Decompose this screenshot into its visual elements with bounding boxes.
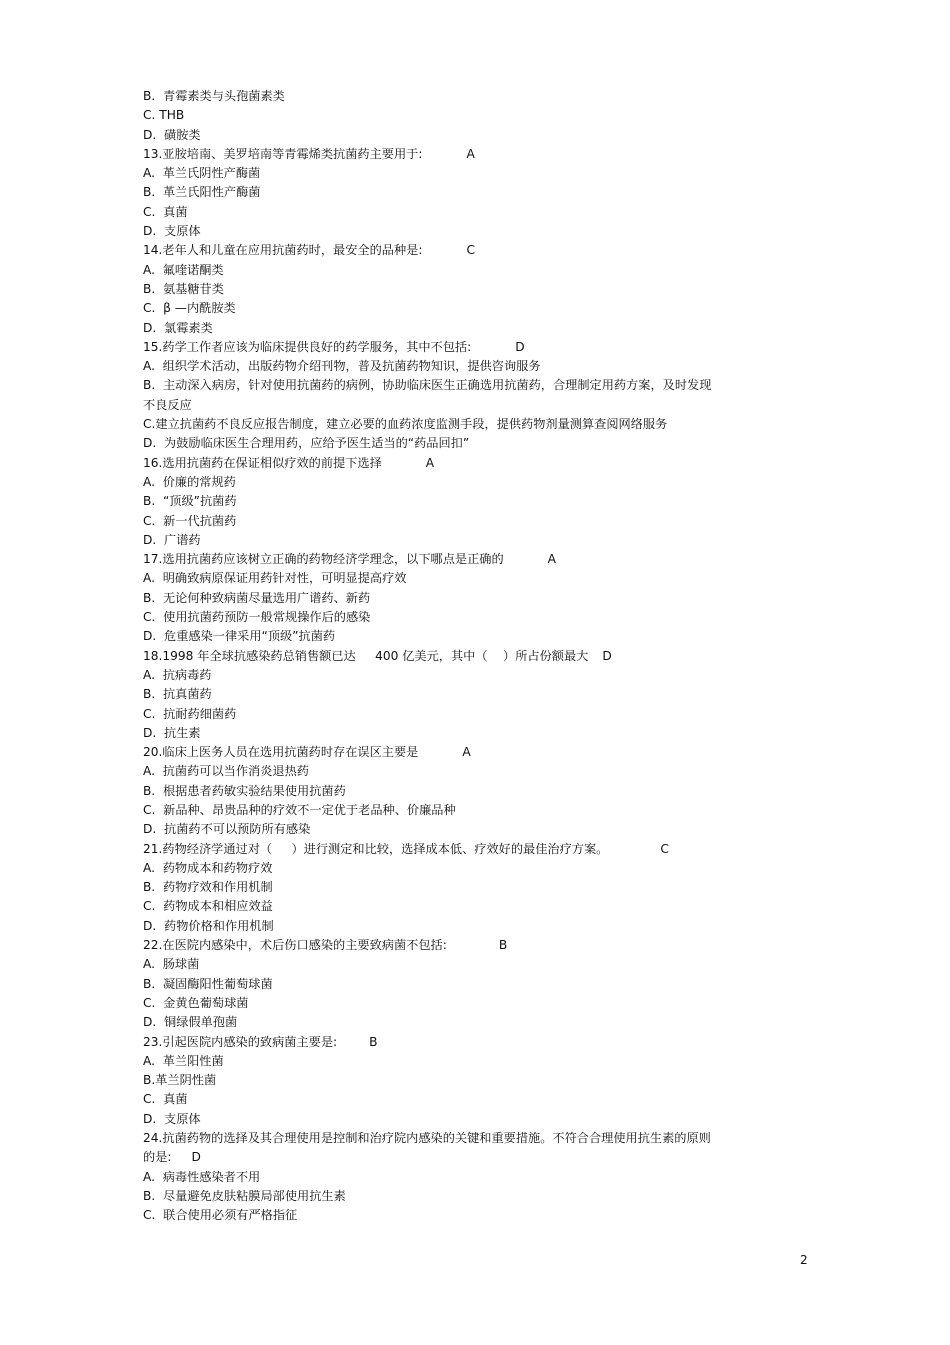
text-line — [143, 589, 763, 608]
line-text: 23.引起医院内感染的致病菌主要是: — [143, 1034, 338, 1049]
line-text: D. 抗菌药不可以预防所有感染 — [143, 822, 311, 837]
text-line — [143, 1071, 763, 1090]
text-line — [143, 1090, 763, 1109]
line-text: B. “顶级”抗菌药 — [143, 494, 237, 509]
text-line — [143, 145, 763, 164]
text-line — [143, 1148, 763, 1167]
text-line — [143, 203, 763, 222]
text-line — [143, 1033, 763, 1052]
answer-key: A — [462, 745, 471, 760]
answer-key: A — [425, 455, 435, 470]
line-text: C. 真菌 — [143, 204, 188, 219]
text-line — [143, 492, 763, 511]
text-line — [143, 280, 763, 299]
text-line — [143, 357, 763, 376]
text-line — [143, 550, 763, 569]
line-text: 21.药物经济学通过对（ ）进行测定和比较，选择成本低、疗效好的最佳治疗方案。 — [143, 841, 609, 856]
text-line — [143, 724, 763, 743]
text-line — [143, 164, 763, 183]
text-line — [143, 762, 763, 781]
line-text: B. 凝固酶阳性葡萄球菌 — [143, 976, 273, 991]
answer-key: D — [191, 1150, 201, 1165]
text-line — [143, 782, 763, 801]
line-text: A. 革兰阳性菌 — [143, 1053, 224, 1068]
line-text: D. 药物价格和作用机制 — [143, 918, 274, 933]
line-text: 不良反应 — [143, 397, 192, 412]
text-line — [143, 1168, 763, 1187]
text-line — [143, 222, 763, 241]
text-line — [143, 319, 763, 338]
answer-key: B — [498, 938, 508, 953]
text-line — [143, 473, 763, 492]
line-text: A. 药物成本和药物疗效 — [143, 860, 273, 875]
text-line — [143, 897, 763, 916]
text-line — [143, 975, 763, 994]
answer-key: C — [660, 841, 669, 856]
text-line — [143, 299, 763, 318]
text-line — [143, 1052, 763, 1071]
text-line — [143, 415, 763, 434]
line-text: B. 青霉素类与头孢菌素类 — [143, 89, 285, 103]
text-line — [143, 338, 763, 357]
line-text: C. 药物成本和相应效益 — [143, 899, 273, 914]
text-line — [143, 1206, 763, 1225]
text-line — [143, 878, 763, 897]
text-line — [143, 454, 763, 473]
text-line — [143, 569, 763, 588]
text-line — [143, 434, 763, 453]
line-text: 13.亚胺培南、美罗培南等青霉烯类抗菌药主要用于: — [143, 146, 423, 161]
text-line — [143, 685, 763, 704]
line-text: 的是: — [143, 1150, 172, 1165]
line-text: D. 氯霉素类 — [143, 320, 213, 335]
answer-key: A — [547, 552, 556, 567]
text-line — [143, 859, 763, 878]
line-text: B.革兰阴性菌 — [143, 1073, 217, 1088]
text-line — [143, 261, 763, 280]
text-line — [143, 917, 763, 936]
text-line — [143, 512, 763, 531]
line-text: C. 新一代抗菌药 — [143, 513, 237, 528]
line-text: C. 抗耐药细菌药 — [143, 706, 237, 721]
text-line — [143, 396, 763, 415]
text-line — [143, 936, 763, 955]
line-text: A. 价廉的常规药 — [143, 474, 236, 489]
line-text: B. 主动深入病房，针对使用抗菌药的病例，协助临床医生正确选用抗菌药，合理制定用药方案，及时发现 — [143, 378, 712, 393]
line-text: A. 组织学术活动，出版药物介绍刊物，普及抗菌药物知识，提供咨询服务 — [143, 359, 541, 374]
line-text: A. 肠球菌 — [143, 957, 200, 972]
answer-key: B — [369, 1034, 378, 1049]
text-line — [143, 627, 763, 646]
answer-key: D — [515, 339, 525, 354]
text-line — [143, 743, 763, 762]
line-text: D. 磺胺类 — [143, 127, 201, 142]
line-text: B. 革兰氏阳性产酶菌 — [143, 185, 261, 200]
question-list — [143, 87, 763, 1226]
line-text: D. 铜绿假单孢菌 — [143, 1015, 238, 1030]
line-text: C. β —内酰胺类 — [143, 301, 236, 316]
text-line — [143, 1187, 763, 1206]
line-text: A. 抗病毒药 — [143, 667, 212, 682]
line-text: D. 广谱药 — [143, 532, 201, 547]
line-text: 15.药学工作者应该为临床提供良好的药学服务，其中不包括: — [143, 339, 472, 354]
line-text: C. THB — [143, 108, 185, 123]
text-line — [143, 126, 763, 145]
text-line — [143, 820, 763, 839]
line-text: 22.在医院内感染中，术后伤口感染的主要致病菌不包括: — [143, 938, 447, 953]
line-text: C. 联合使用必须有严格指征 — [143, 1208, 298, 1223]
line-text: 20.临床上医务人员在选用抗菌药时存在误区主要是 — [143, 745, 419, 760]
line-text: A. 革兰氏阴性产酶菌 — [143, 166, 261, 181]
text-line — [143, 376, 763, 395]
line-text: D. 支原体 — [143, 1111, 201, 1126]
line-text: D. 支原体 — [143, 224, 201, 239]
text-line — [143, 1129, 763, 1148]
text-line — [143, 106, 763, 125]
line-text: B. 氨基糖苷类 — [143, 281, 224, 296]
line-text: B. 药物疗效和作用机制 — [143, 880, 273, 895]
line-text: A. 病毒性感染者不用 — [143, 1169, 261, 1184]
text-line — [143, 647, 763, 666]
text-line — [143, 87, 763, 106]
line-text: A. 抗菌药可以当作消炎退热药 — [143, 764, 309, 779]
answer-key: A — [466, 146, 475, 161]
line-text: A. 氟喹诺酮类 — [143, 262, 224, 277]
line-text: C. 金黄色葡萄球菌 — [143, 995, 249, 1010]
text-line — [143, 666, 763, 685]
line-text: C. 新品种、昂贵品种的疗效不一定优于老品种、价廉品种 — [143, 802, 456, 817]
text-line — [143, 1013, 763, 1032]
line-text: D. 为鼓励临床医生合理用药，应给予医生适当的“药品回扣” — [143, 436, 470, 451]
line-text: D. 抗生素 — [143, 725, 201, 740]
line-text: C. 真菌 — [143, 1092, 188, 1107]
line-text: A. 明确致病原保证用药针对性，可明显提高疗效 — [143, 571, 407, 586]
text-line — [143, 1110, 763, 1129]
text-line — [143, 531, 763, 550]
line-text: 24.抗菌药物的选择及其合理使用是控制和治疗院内感染的关键和重要措施。不符合合理使用抗生素的原则 — [143, 1131, 711, 1146]
line-text: 18.1998 年全球抗感染药总销售额已达 400 亿美元，其中（ ）所占份额最大 — [143, 648, 589, 663]
text-line — [143, 994, 763, 1013]
line-text: B. 无论何种致病菌尽量选用广谱药、新药 — [143, 590, 371, 605]
line-text: B. 根据患者药敏实验结果使用抗菌药 — [143, 783, 346, 798]
line-text: D. 危重感染一律采用“顶级”抗菌药 — [143, 629, 336, 644]
line-text: B. 尽量避免皮肤粘膜局部使用抗生素 — [143, 1188, 346, 1203]
line-text: 14.老年人和儿童在应用抗菌药时，最安全的品种是: — [143, 243, 423, 258]
line-text: B. 抗真菌药 — [143, 687, 212, 702]
line-text: 17.选用抗菌药应该树立正确的药物经济学理念，以下哪点是正确的 — [143, 552, 504, 567]
line-text: C. 使用抗菌药预防一般常规操作后的感染 — [143, 610, 371, 625]
line-text: 16.选用抗菌药在保证相似疗效的前提下选择 — [143, 455, 382, 470]
text-line — [143, 705, 763, 724]
page-number: 2 — [800, 1253, 808, 1267]
text-line — [143, 955, 763, 974]
text-line — [143, 608, 763, 627]
answer-key: C — [466, 243, 475, 258]
text-line — [143, 183, 763, 202]
text-line — [143, 840, 763, 859]
line-text: C.建立抗菌药不良反应报告制度，建立必要的血药浓度监测手段，提供药物剂量测算查阅网络服务 — [143, 417, 668, 432]
answer-key: D — [602, 648, 612, 663]
text-line — [143, 801, 763, 820]
text-line — [143, 241, 763, 260]
